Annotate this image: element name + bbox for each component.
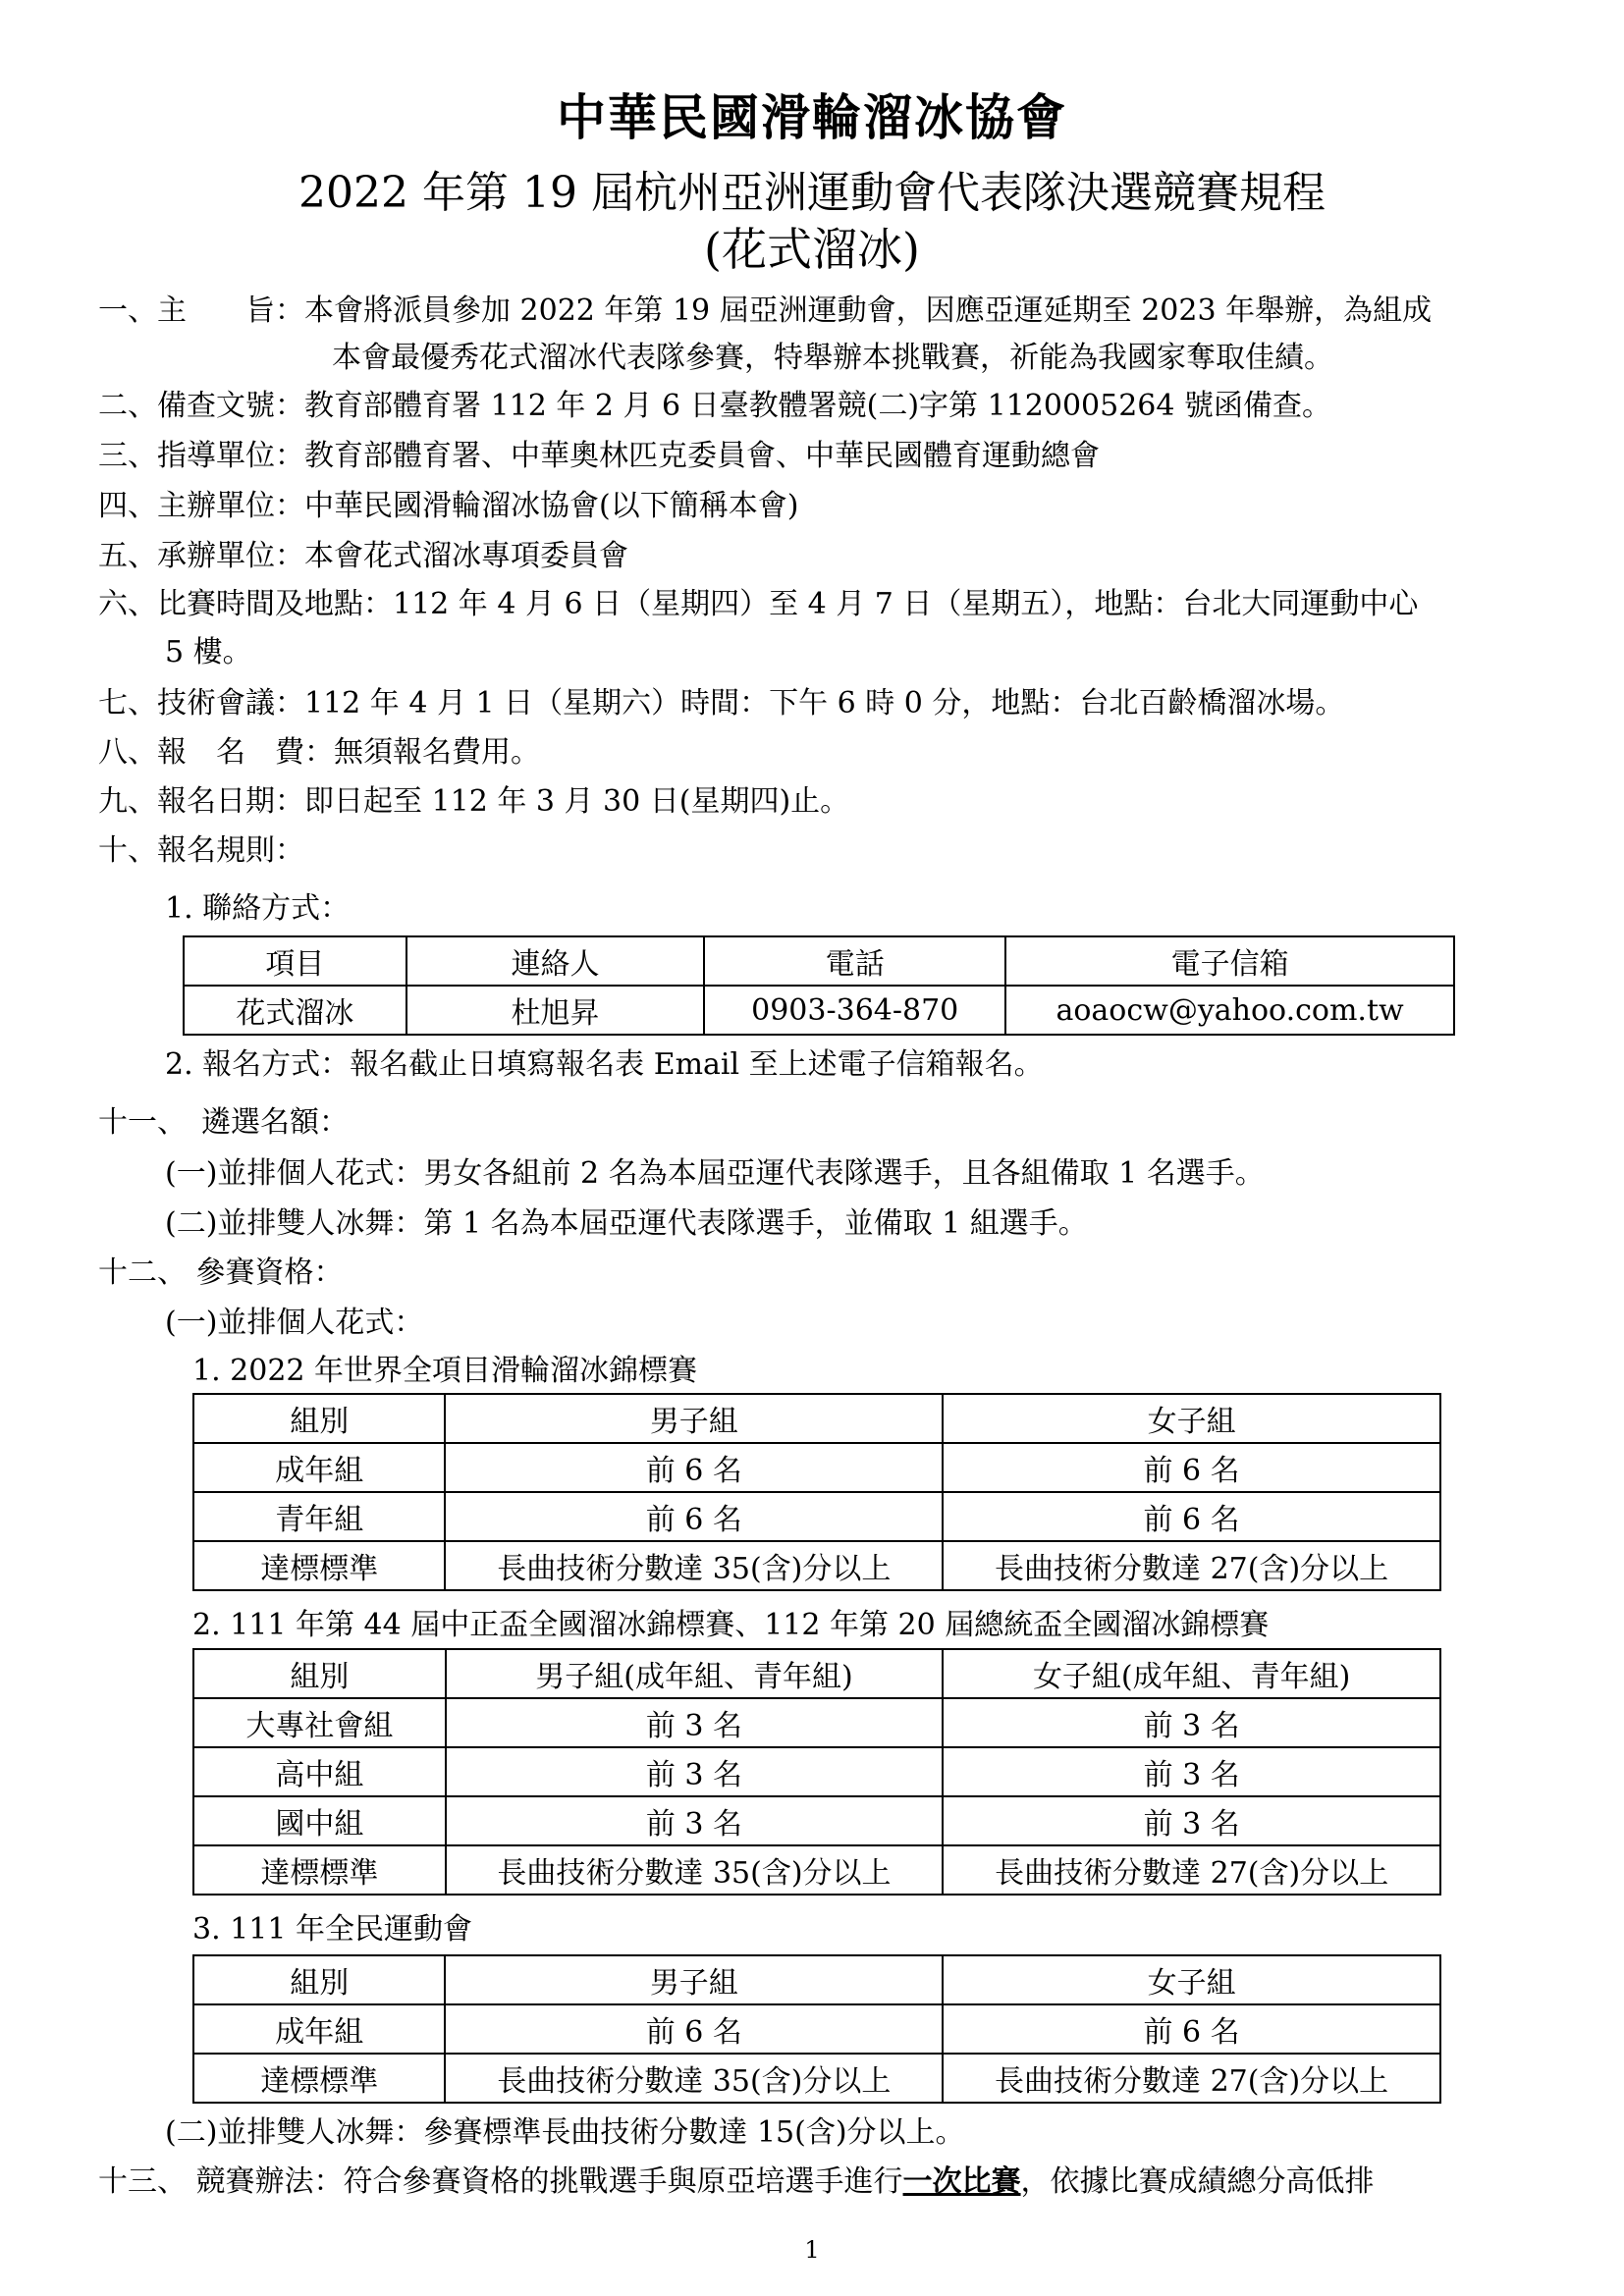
section-13-text-post: ，依據比賽成績總分高低排 xyxy=(1020,2164,1375,2199)
table-row xyxy=(193,1955,1440,2004)
section-12-2: (二)並排雙人冰舞：參賽標準長曲技術分數達 15(含)分以上。 xyxy=(165,2115,965,2150)
table-header-cell: 項目 xyxy=(184,936,406,986)
table-cell: 長曲技術分數達 27(含)分以上 xyxy=(943,1845,1440,1895)
table-cell: 成年組 xyxy=(193,2004,445,2054)
table-header-cell: 男子組 xyxy=(445,1955,943,2004)
section-7: 七、技術會議：112 年 4 月 1 日（星期六）時間：下午 6 時 0 分，地點：台北百齡橋溜冰場。 xyxy=(98,686,1345,721)
table-header-cell: 男子組 xyxy=(445,1394,943,1443)
section-11-1: (一)並排個人花式：男女各組前 2 名為本屆亞運代表隊選手，且各組備取 1 名選手。 xyxy=(165,1156,1265,1191)
table-cell: 前 6 名 xyxy=(445,1443,943,1492)
section-11-2: (二)並排雙人冰舞：第 1 名為本屆亞運代表隊選手，並備取 1 組選手。 xyxy=(165,1206,1088,1241)
table-header-cell: 電子信箱 xyxy=(1005,936,1454,986)
table-row xyxy=(193,1796,1440,1845)
table-cell: 大專社會組 xyxy=(193,1698,446,1747)
table-header-cell: 電話 xyxy=(704,936,1005,986)
section-13 xyxy=(98,2163,1375,2202)
table-cell: 長曲技術分數達 35(含)分以上 xyxy=(446,1845,944,1895)
table-row xyxy=(193,1541,1440,1590)
table-row xyxy=(184,936,1454,986)
section-2: 二、備查文號：教育部體育署 112 年 2 月 6 日臺教體署競(二)字第 1120005264 號函備查。 xyxy=(98,389,1332,423)
table-row xyxy=(193,1443,1440,1492)
section-10: 十、報名規則： xyxy=(98,833,304,868)
table-header-cell: 女子組 xyxy=(943,1394,1440,1443)
table-row xyxy=(193,1747,1440,1796)
section-6-line-2: 5 樓。 xyxy=(165,635,252,669)
table-header-cell: 連絡人 xyxy=(406,936,705,986)
section-1-label: 一、主 旨： xyxy=(98,294,304,328)
section-4: 四、主辦單位：中華民國滑輪溜冰協會(以下簡稱本會) xyxy=(98,489,799,523)
document-subtitle: 2022 年第 19 屆杭州亞洲運動會代表隊決選競賽規程 xyxy=(298,168,1326,218)
table-cell: 前 6 名 xyxy=(445,1492,943,1541)
table-cell: 前 3 名 xyxy=(943,1698,1440,1747)
contact-table xyxy=(183,935,1455,1036)
table-row xyxy=(193,2004,1440,2054)
table-row xyxy=(193,2054,1440,2103)
email-cell: aoaocw@yahoo.com.tw xyxy=(1005,986,1454,1035)
table-cell: 達標標準 xyxy=(193,1845,446,1895)
table-cell: 青年組 xyxy=(193,1492,445,1541)
table-cell: 杜旭昇 xyxy=(406,986,705,1035)
table-cell: 長曲技術分數達 27(含)分以上 xyxy=(943,2054,1440,2103)
table-cell: 前 3 名 xyxy=(446,1796,944,1845)
table-cell: 長曲技術分數達 35(含)分以上 xyxy=(445,2054,943,2103)
table-cell: 達標標準 xyxy=(193,2054,445,2103)
section-11: 十一、 遴選名額： xyxy=(98,1105,349,1140)
table-cell: 前 6 名 xyxy=(445,2004,943,2054)
table-cell: 前 6 名 xyxy=(943,1492,1440,1541)
qualification-table-1 xyxy=(192,1393,1441,1591)
table-row xyxy=(193,1698,1440,1747)
section-1-text-2: 本會最優秀花式溜冰代表隊參賽，特舉辦本挑戰賽，祈能為我國家奪取佳績。 xyxy=(332,341,1333,375)
qualification-table-3 xyxy=(192,1954,1441,2104)
table-row xyxy=(193,1845,1440,1895)
section-12: 十二、 參賽資格： xyxy=(98,1255,344,1290)
table-row xyxy=(193,1394,1440,1443)
table-cell: 成年組 xyxy=(193,1443,445,1492)
table-cell: 0903-364-870 xyxy=(704,986,1005,1035)
section-12-1-1: 1. 2022 年世界全項目滑輪溜冰錦標賽 xyxy=(192,1354,698,1388)
table-header-cell: 女子組(成年組、青年組) xyxy=(943,1649,1440,1698)
section-9: 九、報名日期：即日起至 112 年 3 月 30 日(星期四)止。 xyxy=(98,784,850,819)
table-header-cell: 女子組 xyxy=(943,1955,1440,2004)
section-10-1: 1. 聯絡方式： xyxy=(165,891,351,926)
table-header-cell: 組別 xyxy=(193,1394,445,1443)
section-1-line-1 xyxy=(98,292,1432,331)
table-cell: 前 3 名 xyxy=(943,1747,1440,1796)
section-6-line-1: 六、比賽時間及地點：112 年 4 月 6 日（星期四）至 4 月 7 日（星期五），地點：台北大同運動中心 xyxy=(98,587,1419,621)
table-cell: 前 6 名 xyxy=(943,2004,1440,2054)
table-header-cell: 組別 xyxy=(193,1649,446,1698)
section-3: 三、指導單位：教育部體育署、中華奧林匹克委員會、中華民國體育運動總會 xyxy=(98,439,1100,473)
section-13-emphasis: 一次比賽 xyxy=(902,2164,1021,2199)
table-cell: 長曲技術分數達 35(含)分以上 xyxy=(445,1541,943,1590)
table-cell: 前 3 名 xyxy=(943,1796,1440,1845)
section-12-1-2: 2. 111 年第 44 屆中正盃全國溜冰錦標賽、112 年第 20 屆總統盃全國溜冰錦標賽 xyxy=(192,1608,1270,1642)
section-10-2: 2. 報名方式：報名截止日填寫報名表 Email 至上述電子信箱報名。 xyxy=(165,1047,1044,1082)
table-cell: 前 3 名 xyxy=(446,1747,944,1796)
section-12-1: (一)並排個人花式： xyxy=(165,1306,424,1340)
table-cell: 花式溜冰 xyxy=(184,986,406,1035)
section-5: 五、承辦單位：本會花式溜冰專項委員會 xyxy=(98,539,628,573)
event-title: (花式溜冰) xyxy=(704,223,920,276)
table-header-cell: 男子組(成年組、青年組) xyxy=(446,1649,944,1698)
section-12-1-3: 3. 111 年全民運動會 xyxy=(192,1912,472,1947)
section-1-text-1: 本會將派員參加 2022 年第 19 屆亞洲運動會，因應亞運延期至 2023 年舉辦，為組成 xyxy=(304,294,1433,328)
table-cell: 高中組 xyxy=(193,1747,446,1796)
table-cell: 長曲技術分數達 27(含)分以上 xyxy=(943,1541,1440,1590)
qualification-table-2 xyxy=(192,1648,1441,1896)
table-cell: 達標標準 xyxy=(193,1541,445,1590)
table-row xyxy=(193,1649,1440,1698)
section-8: 八、報 名 費：無須報名費用。 xyxy=(98,735,540,770)
table-cell: 前 6 名 xyxy=(943,1443,1440,1492)
table-cell: 國中組 xyxy=(193,1796,446,1845)
section-13-text-pre: 十三、 競賽辦法：符合參賽資格的挑戰選手與原亞培選手進行 xyxy=(98,2164,903,2199)
table-header-cell: 組別 xyxy=(193,1955,445,2004)
org-title: 中華民國滑輪溜冰協會 xyxy=(557,88,1067,146)
table-cell: 前 3 名 xyxy=(446,1698,944,1747)
table-row xyxy=(184,986,1454,1035)
table-row xyxy=(193,1492,1440,1541)
page-number: 1 xyxy=(804,2236,820,2264)
